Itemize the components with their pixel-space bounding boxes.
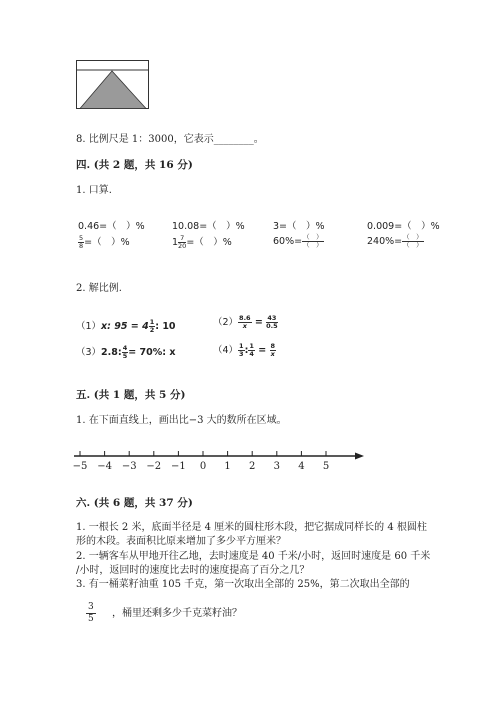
number-line-tick-label: 3 (273, 461, 280, 472)
mental-math-1: 0.46=（ ）% (78, 221, 145, 232)
section-6-q2-line1: 2. 一辆客车从甲地开往乙地，去时速度是 40 千米/小时，返回时速度是 60 千米 (76, 551, 431, 562)
number-line-ticks (73, 451, 330, 472)
section-6-q2-line2: /小时，返回时的速度比去时的速度提高了百分之几？ (76, 565, 310, 576)
number-line-tick-label: 2 (249, 461, 256, 472)
section-6-q3-line2: ，桶里还剩多少千克菜籽油？ (112, 608, 242, 619)
section-4-q1-label: 1. 口算. (76, 185, 112, 196)
number-line-tick-label: 5 (322, 461, 330, 472)
mental-math-6: 1 $\frac{7}{20}$ =（ ）% (172, 234, 232, 250)
proportion-2: （2） $\frac{8.6}{x}$ = $\frac{43}{0.5}$ (213, 314, 278, 330)
proportion-3: （3）2.8: $\frac{4}{5}$ = 70%: x (76, 344, 176, 360)
mental-math-3: 3=（ ）% (273, 221, 325, 232)
question-8: 8. 比例尺是 1：3000，它表示________。 (76, 134, 264, 145)
section-6-q3-line1: 3. 有一桶菜籽油重 105 千克，第一次取出全部的 25%，第二次取出全部的 (76, 579, 410, 590)
number-line-tick-label: 4 (298, 461, 305, 472)
section-4-q2-label: 2. 解比例. (76, 283, 122, 294)
number-line-tick-label: −1 (171, 461, 186, 472)
number-line-tick-label: 0 (199, 461, 207, 472)
section-6-q1-line1: 1. 一根长 2 米，底面半径是 4 厘米的圆柱形木段，把它据成同样长的 4 根圆柱 (76, 522, 427, 533)
number-line-tick-label: −5 (72, 461, 88, 472)
q3-fraction: 3 5 (88, 602, 94, 624)
number-line-tick-label: −4 (97, 461, 112, 472)
number-line-arrow (355, 453, 364, 460)
section-6-heading: 六. (共 6 题，共 37 分) (76, 497, 193, 509)
section-5-heading: 五. (共 1 题，共 5 分) (76, 389, 186, 401)
number-line (70, 448, 365, 478)
section-6-q1-line2: 形的木段。表面积比原来增加了多少平方厘米？ (76, 536, 286, 547)
mental-math-7: 60%= $\frac{( )}{( )}$ (273, 233, 323, 249)
number-line-tick-label: 1 (224, 461, 231, 472)
number-line-tick-label: −2 (146, 461, 162, 472)
rectangle-triangle-figure (76, 60, 150, 110)
proportion-1: （1）x: 95 = 4 $\frac{1}{2}$ : 10 (76, 318, 176, 334)
section-5-q1: 1. 在下面直线上，画出比−3 大的数所在区域。 (76, 415, 287, 426)
mental-math-2: 10.08=（ ）% (172, 221, 245, 232)
proportion-4: （4） $\frac{1}{3}$ : $\frac{1}{4}$ = $\frac{8}{x}$ (213, 342, 276, 358)
number-line-tick-label: −3 (121, 461, 137, 472)
mental-math-8: 240%= $\frac{( )}{( )}$ (367, 233, 423, 249)
mental-math-5: $\frac{5}{8}$ =（ ）% (79, 234, 130, 250)
section-4-heading: 四. (共 2 题，共 16 分) (76, 159, 193, 171)
mental-math-4: 0.009=（ ）% (367, 221, 440, 232)
